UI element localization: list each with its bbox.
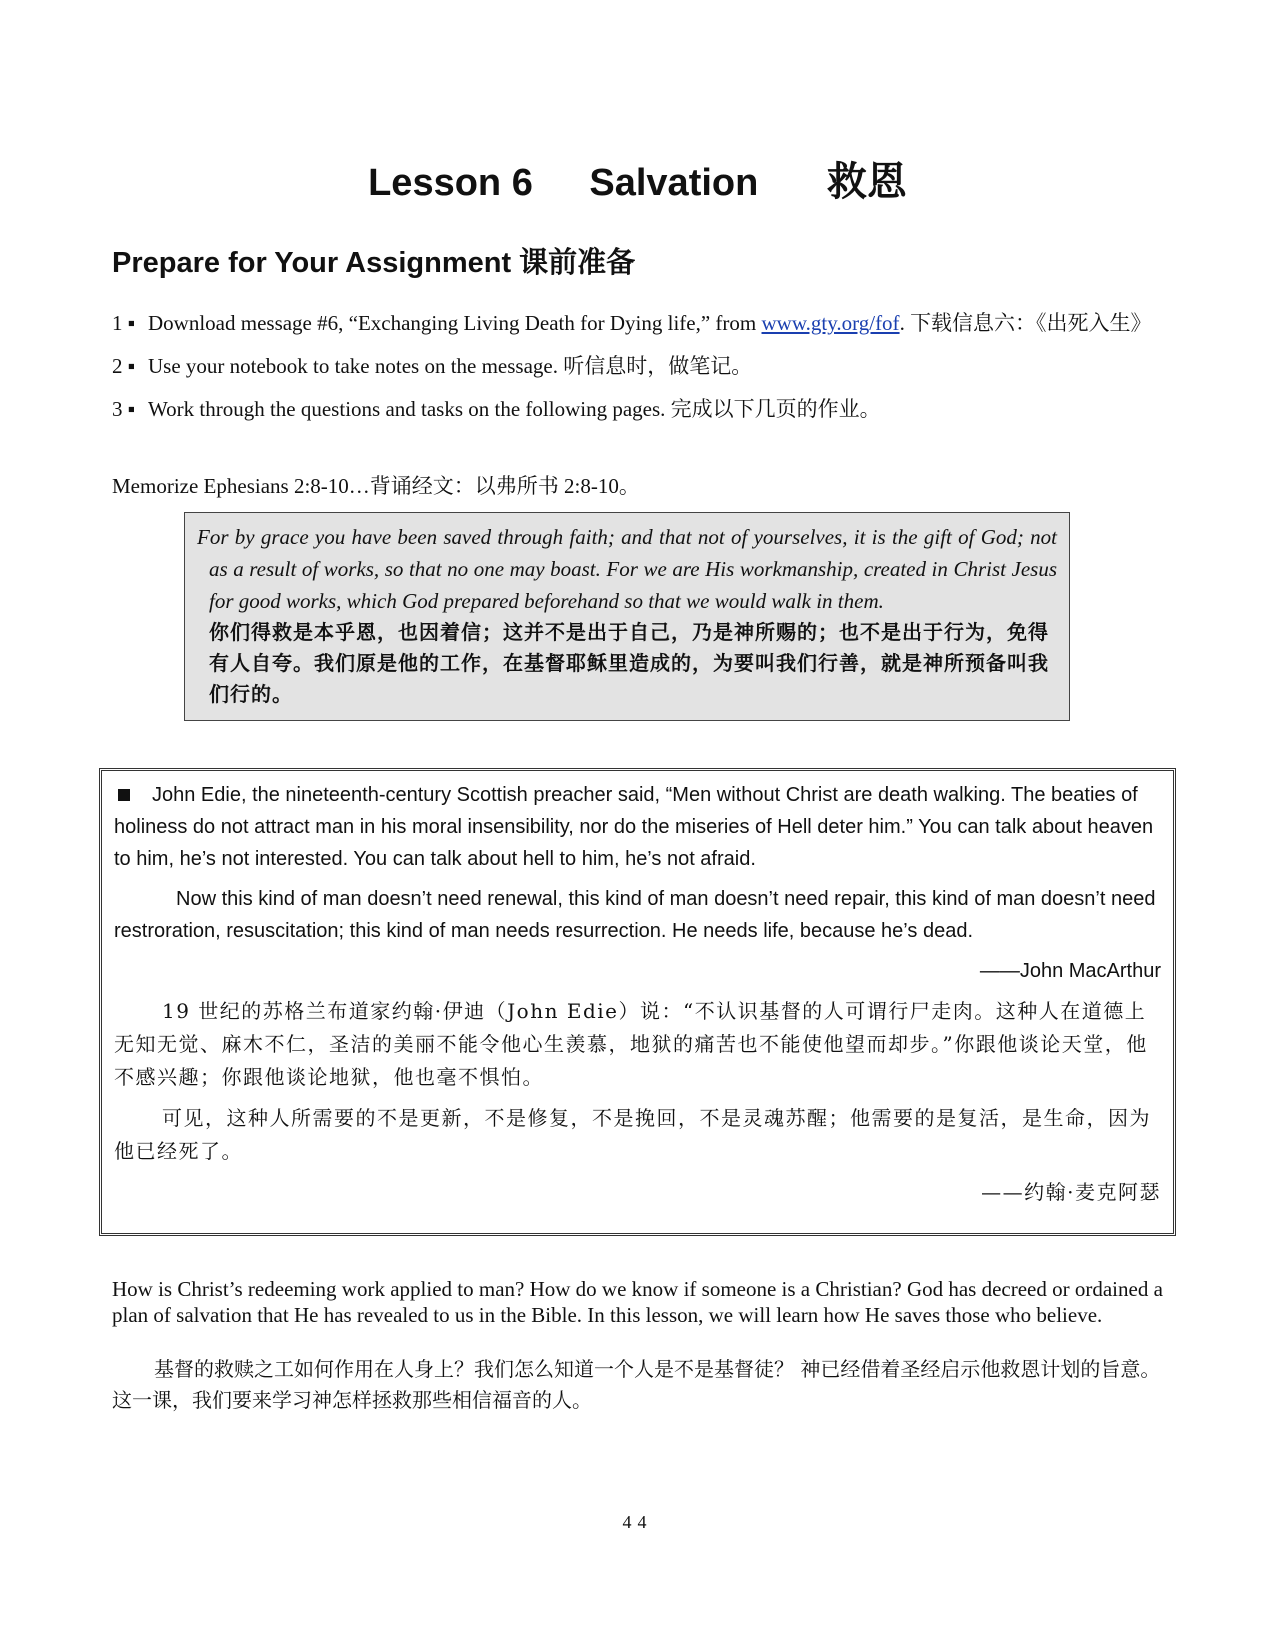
memorize-line: Memorize Ephesians 2:8-10…背诵经文：以弗所书 2:8-10。 [112,474,640,498]
quote-zh-paragraph-2: 可见，这种人所需要的不是更新，不是修复，不是挽回，不是灵魂苏醒；他需要的是复活，是生命，因为他已经死了。 [114,1106,1151,1163]
verse-english: For by grace you have been saved through faith; and that not of yourselves, it is the gift of God; not as a result of works, so that no one may boast. For we are His workmanship, created in Christ Jesus for good works, which God prepared beforehand so that we would walk in them. [197,525,1057,613]
quote-zh-paragraph-1: 19 世纪的苏格兰布道家约翰·伊迪（John Edie）说：“不认识基督的人可谓行尸走肉。这种人在道德上无知无觉、麻木不仁，圣洁的美丽不能令他心生羡慕，地狱的痛苦也不能使他望而却步。”你跟他谈论天堂，他不感兴趣；你跟他谈论地狱，他也毫不惧怕。 [114,999,1148,1089]
intro-english: How is Christ’s redeeming work applied to man? How do we know if someone is a Christian? God has decreed or ordained a plan of salvation that He has revealed to us in the Bible. In this lesson, we will learn how He saves those who believe. [112,1277,1163,1327]
memory-verse-box [184,512,1070,721]
quote-en-paragraph-1 [114,779,1161,875]
verse-chinese: 你们得救是本乎恩，也因着信；这并不是出于自己，乃是神所赐的；也不是出于行为，免得有人自夸。我们原是他的工作，在基督耶稣里造成的，为要叫我们行善，就是神所预备叫我们行的。 [209,620,1049,706]
gty-link[interactable]: www.gty.org/fof [761,311,900,335]
step-text: Work through the questions and tasks on the following pages. 完成以下几页的作业。 [148,397,881,421]
step-text-pre: Download message #6, “Exchanging Living Death for Dying life,” from [148,311,762,335]
bullet-square-icon [118,789,130,801]
step-number: 3 ▪ [112,397,136,421]
quote-box [99,768,1176,1236]
page-number: 44 [622,1512,653,1532]
step-number: 2 ▪ [112,354,136,378]
quote-zh-attribution: ——约翰·麦克阿瑟 [981,1180,1161,1204]
quote-en-p1-text: John Edie, the nineteenth-century Scottish preacher said, “Men without Christ are death walking. The beaties of holiness do not attract man in his moral insensibility, nor do the miseries of Hell deter him.” You can talk about heaven to him, he’s not interested. You can talk about hell to him, he’s not afraid. [114,784,1154,870]
step-3 [112,394,1162,424]
step-number: 1 ▪ [112,311,136,335]
step-text [148,308,1162,338]
lesson-name: Salvation [589,162,759,204]
step-text-post: . 下载信息六：《出死入生》 [899,311,1152,335]
step-text: Use your notebook to take notes on the message. 听信息时，做笔记。 [148,354,753,378]
lesson-number: Lesson 6 [368,162,533,204]
step-1 [112,308,1162,338]
quote-chinese [114,995,1161,1209]
quote-en-attribution: ——John MacArthur [979,960,1161,982]
assignment-heading: Prepare for Your Assignment 课前准备 [112,247,636,279]
lesson-title [0,150,1275,207]
intro-chinese: 基督的救赎之工如何作用在人身上？我们怎么知道一个人是不是基督徒？ 神已经借着圣经启示他救恩计划的旨意。这一课，我们要来学习神怎样拯救那些相信福音的人。 [112,1357,1161,1412]
step-2 [112,351,1162,381]
quote-english [114,779,1161,987]
assignment-steps [112,308,1162,437]
lesson-name-zh: 救恩 [826,158,907,205]
quote-en-paragraph-2: Now this kind of man doesn’t need renewal, this kind of man doesn’t need repair, this kind of man doesn’t need restroration, resuscitation; this kind of man needs resurrection. He needs life, because he’s dead. [114,888,1156,942]
